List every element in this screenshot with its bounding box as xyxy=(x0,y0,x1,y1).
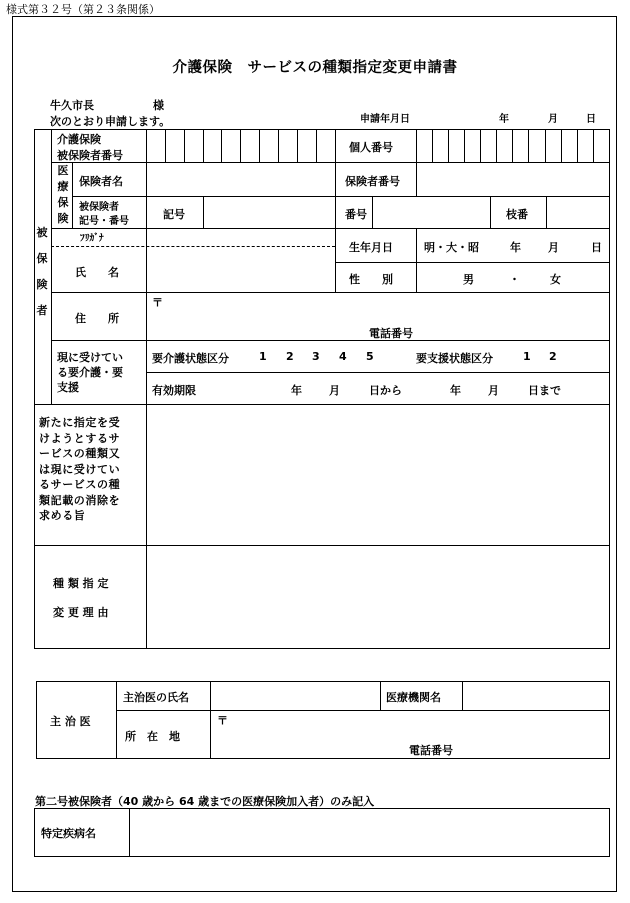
care-level-2[interactable]: 2 xyxy=(286,350,294,363)
name-label: 氏 名 xyxy=(75,266,119,279)
institution-field[interactable] xyxy=(463,682,609,710)
care-level-5[interactable]: 5 xyxy=(366,350,374,363)
specific-disease-field[interactable] xyxy=(130,809,609,856)
honorific-label: 様 xyxy=(153,99,164,112)
application-date-label: 申請年月日 xyxy=(360,114,410,125)
birth-day: 日 xyxy=(591,241,602,254)
furigana-label: ﾌﾘｶﾞﾅ xyxy=(80,233,104,244)
sex-separator: ・ xyxy=(509,273,520,286)
validity-from-day: 日から xyxy=(369,384,402,397)
birth-month: 月 xyxy=(548,241,559,254)
birth-date-label: 生年月日 xyxy=(349,241,393,254)
era-options[interactable]: 明・大・昭 xyxy=(424,241,479,254)
insurer-number-field[interactable] xyxy=(417,163,609,196)
second-insured-note: 第二号被保険者（40 歳から 64 歳までの医療保険加入者）のみ記入 xyxy=(35,795,375,808)
mayor-label: 牛久市長 xyxy=(50,99,94,112)
physician-postal-mark: 〒 xyxy=(217,714,228,727)
sex-label: 性 別 xyxy=(349,273,393,286)
care-level-label: 現に受けてい る要介護・要 支援 xyxy=(57,351,123,394)
personal-number-field[interactable] xyxy=(417,130,609,162)
symbol-number-label-2: 記号・番号 xyxy=(79,216,129,227)
birth-year: 年 xyxy=(510,241,521,254)
symbol-number-label-1: 被保険者 xyxy=(79,202,119,213)
validity-from-month: 月 xyxy=(329,384,340,397)
address-phone-label: 電話番号 xyxy=(369,327,413,340)
insured-side-label: 被 保 険 者 xyxy=(36,226,48,317)
personal-number-label: 個人番号 xyxy=(349,141,393,154)
insurer-name-label: 保険者名 xyxy=(79,175,123,188)
medical-insurance-side-label: 医 療 保 険 xyxy=(57,164,69,225)
change-reason-label-1: 種 類 指 定 xyxy=(53,577,109,590)
support-level-2[interactable]: 2 xyxy=(549,350,557,363)
address-postal-mark: 〒 xyxy=(152,296,163,309)
symbol-label: 記号 xyxy=(163,208,185,221)
change-reason-field[interactable] xyxy=(147,546,609,648)
name-field[interactable] xyxy=(147,247,335,292)
form-title: 介護保険 サービスの種類指定変更申請書 xyxy=(172,60,458,76)
institution-label: 医療機関名 xyxy=(386,691,441,704)
change-reason-label-2: 変 更 理 由 xyxy=(53,606,109,619)
insurer-name-field[interactable] xyxy=(147,163,335,196)
furigana-field[interactable] xyxy=(147,229,335,246)
physician-name-label: 主治医の氏名 xyxy=(123,691,189,704)
insured-number-label-1: 介護保険 xyxy=(57,133,101,146)
number-field[interactable] xyxy=(373,197,490,228)
support-level-1[interactable]: 1 xyxy=(523,350,531,363)
branch-field[interactable] xyxy=(547,197,609,228)
branch-label: 枝番 xyxy=(506,208,528,221)
application-day: 日 xyxy=(586,114,596,125)
physician-location-label: 所 在 地 xyxy=(125,730,180,743)
care-level-text: 要介護状態区分 xyxy=(152,352,229,365)
address-label: 住 所 xyxy=(75,312,119,325)
application-month: 月 xyxy=(548,114,558,125)
care-level-4[interactable]: 4 xyxy=(339,350,347,363)
physician-label: 主 治 医 xyxy=(50,715,91,728)
care-level-1[interactable]: 1 xyxy=(259,350,267,363)
care-level-3[interactable]: 3 xyxy=(312,350,320,363)
service-change-field[interactable] xyxy=(147,405,609,545)
sex-male-option[interactable]: 男 xyxy=(463,273,474,286)
validity-from-year: 年 xyxy=(291,384,302,397)
validity-to-month: 月 xyxy=(488,384,499,397)
request-line: 次のとおり申請します。 xyxy=(50,115,171,128)
support-level-text: 要支援状態区分 xyxy=(416,352,493,365)
insurer-number-label: 保険者番号 xyxy=(345,175,400,188)
validity-to-year: 年 xyxy=(450,384,461,397)
symbol-field[interactable] xyxy=(204,197,335,228)
physician-phone-label: 電話番号 xyxy=(409,744,453,757)
validity-to-day: 日まで xyxy=(528,384,561,397)
service-change-label: 新たに指定を受 けようとするサ ービスの種類又 は現に受けてい るサービスの種 類記載の消除を 求める旨 xyxy=(39,416,121,522)
form-number: 様式第３２号（第２３条関係） xyxy=(6,3,160,16)
sex-female-option[interactable]: 女 xyxy=(550,273,561,286)
insured-number-field[interactable] xyxy=(147,130,335,162)
insured-number-label-2: 被保険者番号 xyxy=(57,149,123,162)
validity-label: 有効期限 xyxy=(152,384,196,397)
specific-disease-label: 特定疾病名 xyxy=(41,827,96,840)
number-label: 番号 xyxy=(345,208,367,221)
application-year: 年 xyxy=(499,114,509,125)
physician-name-field[interactable] xyxy=(211,682,380,710)
